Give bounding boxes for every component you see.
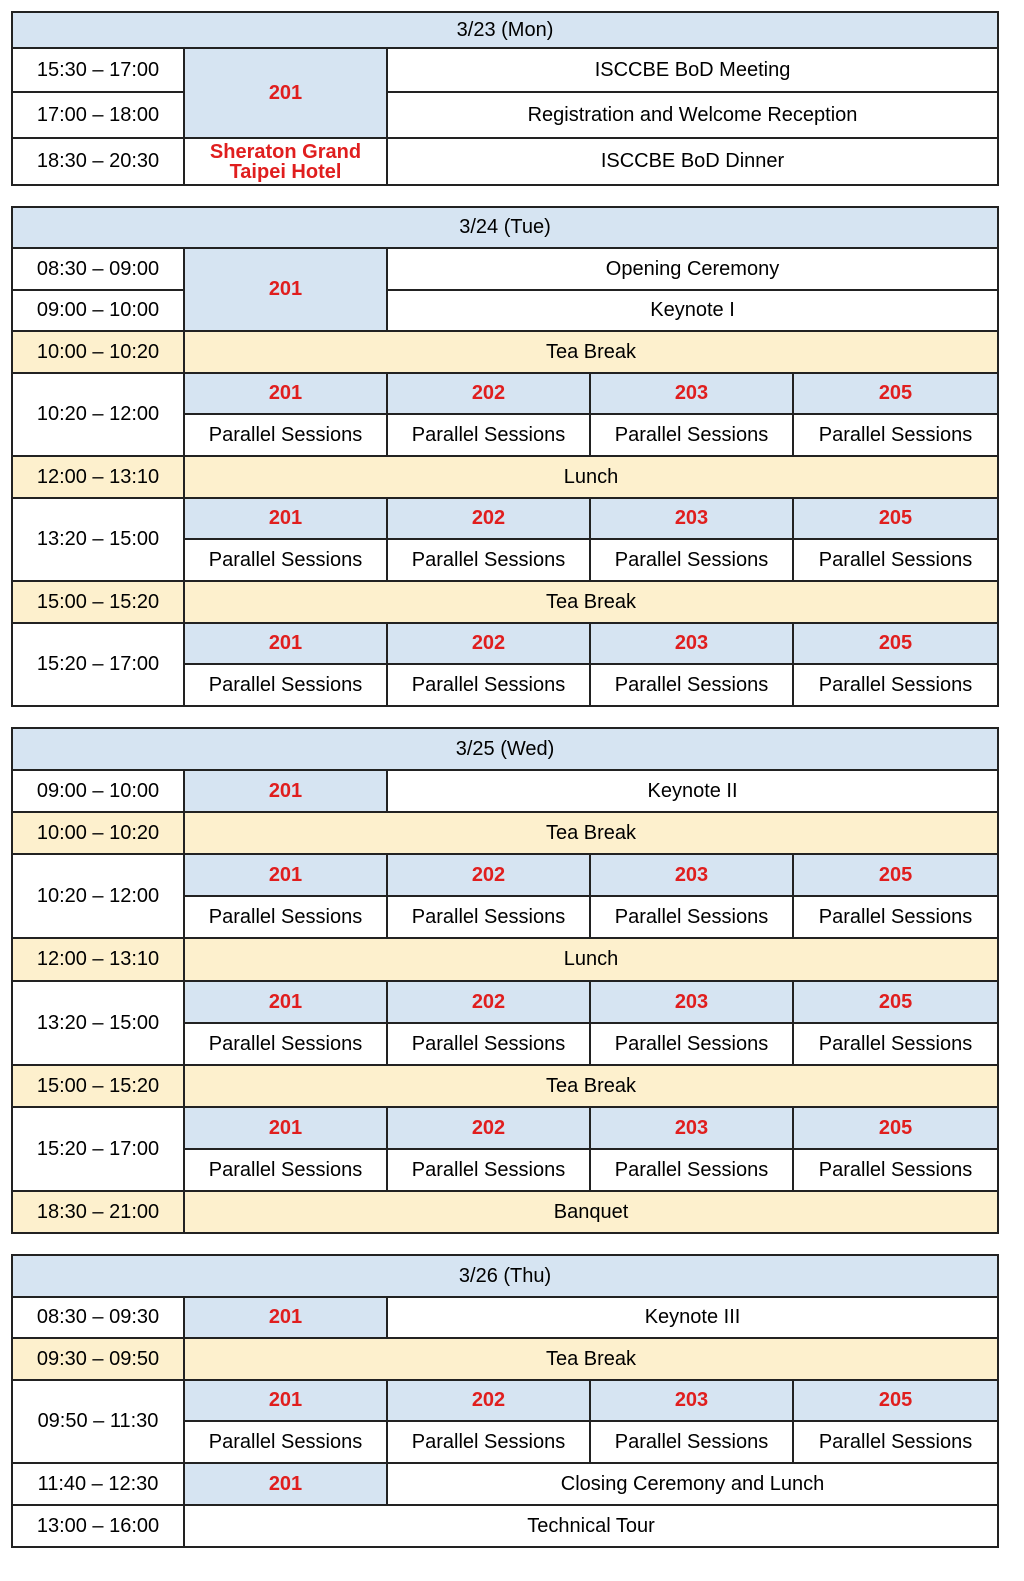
room-number: 202 [387,854,590,896]
event-name: ISCCBE BoD Dinner [387,138,998,185]
room-number: 201 [184,770,387,812]
break-name: Tea Break [184,812,998,854]
time-slot: 15:00 – 15:20 [12,1065,184,1107]
event-name: Keynote II [387,770,998,812]
time-slot: 11:40 – 12:30 [12,1463,184,1505]
time-slot: 13:00 – 16:00 [12,1505,184,1547]
time-slot: 09:00 – 10:00 [12,770,184,812]
session-label: Parallel Sessions [184,414,387,456]
break-name: Tea Break [184,1065,998,1107]
event-name: Closing Ceremony and Lunch [387,1463,998,1505]
time-slot: 09:30 – 09:50 [12,1338,184,1380]
room-number: 201 [184,1297,387,1338]
time-slot: 13:20 – 15:00 [12,498,184,581]
break-name: Tea Break [184,1338,998,1380]
event-name: Opening Ceremony [387,248,998,290]
time-slot: 10:20 – 12:00 [12,373,184,456]
session-label: Parallel Sessions [184,664,387,706]
session-label: Parallel Sessions [793,1421,998,1463]
time-slot: 09:00 – 10:00 [12,290,184,331]
conference-schedule [11,11,997,1568]
break-name: Lunch [184,938,998,981]
room-number: 201 [184,498,387,539]
break-name: Banquet [184,1191,998,1233]
day-schedule-table [11,11,999,186]
room-number: 205 [793,373,998,414]
session-label: Parallel Sessions [184,1421,387,1463]
room-number: 201 [184,623,387,664]
session-label: Parallel Sessions [387,664,590,706]
break-name: Tea Break [184,331,998,373]
room-number: 201 [184,48,387,138]
room-number: 205 [793,1380,998,1421]
time-slot: 13:20 – 15:00 [12,981,184,1065]
room-number: 202 [387,373,590,414]
room-number: 205 [793,854,998,896]
session-label: Parallel Sessions [590,896,793,938]
session-label: Parallel Sessions [590,1149,793,1191]
session-label: Parallel Sessions [387,1149,590,1191]
room-number: 203 [590,854,793,896]
session-label: Parallel Sessions [590,414,793,456]
room-number: 203 [590,498,793,539]
room-number: 203 [590,981,793,1023]
room-number: 202 [387,981,590,1023]
time-slot: 08:30 – 09:00 [12,248,184,290]
time-slot: 18:30 – 21:00 [12,1191,184,1233]
time-slot: 15:20 – 17:00 [12,1107,184,1191]
time-slot: 10:00 – 10:20 [12,331,184,373]
day-header: 3/23 (Mon) [12,12,998,48]
room-number: 205 [793,498,998,539]
room-number: 201 [184,981,387,1023]
session-label: Parallel Sessions [387,896,590,938]
time-slot: 15:30 – 17:00 [12,48,184,92]
room-number: 201 [184,1107,387,1149]
session-label: Parallel Sessions [590,539,793,581]
room-number: 201 [184,373,387,414]
break-name: Tea Break [184,581,998,623]
venue-cell [184,138,387,185]
time-slot: 10:20 – 12:00 [12,854,184,938]
room-number: 203 [590,1107,793,1149]
day-header: 3/24 (Tue) [12,207,998,248]
session-label: Parallel Sessions [387,1421,590,1463]
day-schedule-table [11,1254,999,1548]
room-number: 205 [793,1107,998,1149]
time-slot: 08:30 – 09:30 [12,1297,184,1338]
time-slot: 12:00 – 13:10 [12,456,184,498]
time-slot: 10:00 – 10:20 [12,812,184,854]
day-schedule-table [11,727,999,1234]
room-number: 201 [184,854,387,896]
session-label: Parallel Sessions [184,539,387,581]
venue-name: Sheraton Grand Taipei Hotel [209,140,362,183]
session-label: Parallel Sessions [793,896,998,938]
time-slot: 18:30 – 20:30 [12,138,184,185]
session-label: Parallel Sessions [793,664,998,706]
event-name: Keynote III [387,1297,998,1338]
day-header: 3/25 (Wed) [12,728,998,770]
session-label: Parallel Sessions [184,1149,387,1191]
session-label: Parallel Sessions [793,414,998,456]
session-label: Parallel Sessions [590,664,793,706]
time-slot: 12:00 – 13:10 [12,938,184,981]
room-number: 201 [184,248,387,331]
session-label: Parallel Sessions [793,539,998,581]
room-number: 203 [590,623,793,664]
room-number: 202 [387,1380,590,1421]
room-number: 201 [184,1380,387,1421]
event-name: Technical Tour [184,1505,998,1547]
session-label: Parallel Sessions [387,539,590,581]
session-label: Parallel Sessions [184,1023,387,1065]
session-label: Parallel Sessions [793,1149,998,1191]
room-number: 205 [793,981,998,1023]
day-schedule-table [11,206,999,707]
room-number: 203 [590,1380,793,1421]
time-slot: 15:20 – 17:00 [12,623,184,706]
session-label: Parallel Sessions [184,896,387,938]
time-slot: 17:00 – 18:00 [12,92,184,138]
session-label: Parallel Sessions [590,1421,793,1463]
room-number: 202 [387,498,590,539]
event-name: Registration and Welcome Reception [387,92,998,138]
session-label: Parallel Sessions [590,1023,793,1065]
room-number: 202 [387,1107,590,1149]
event-name: ISCCBE BoD Meeting [387,48,998,92]
room-number: 202 [387,623,590,664]
room-number: 201 [184,1463,387,1505]
time-slot: 15:00 – 15:20 [12,581,184,623]
event-name: Keynote I [387,290,998,331]
day-header: 3/26 (Thu) [12,1255,998,1297]
room-number: 203 [590,373,793,414]
session-label: Parallel Sessions [387,414,590,456]
session-label: Parallel Sessions [387,1023,590,1065]
session-label: Parallel Sessions [793,1023,998,1065]
room-number: 205 [793,623,998,664]
time-slot: 09:50 – 11:30 [12,1380,184,1463]
break-name: Lunch [184,456,998,498]
